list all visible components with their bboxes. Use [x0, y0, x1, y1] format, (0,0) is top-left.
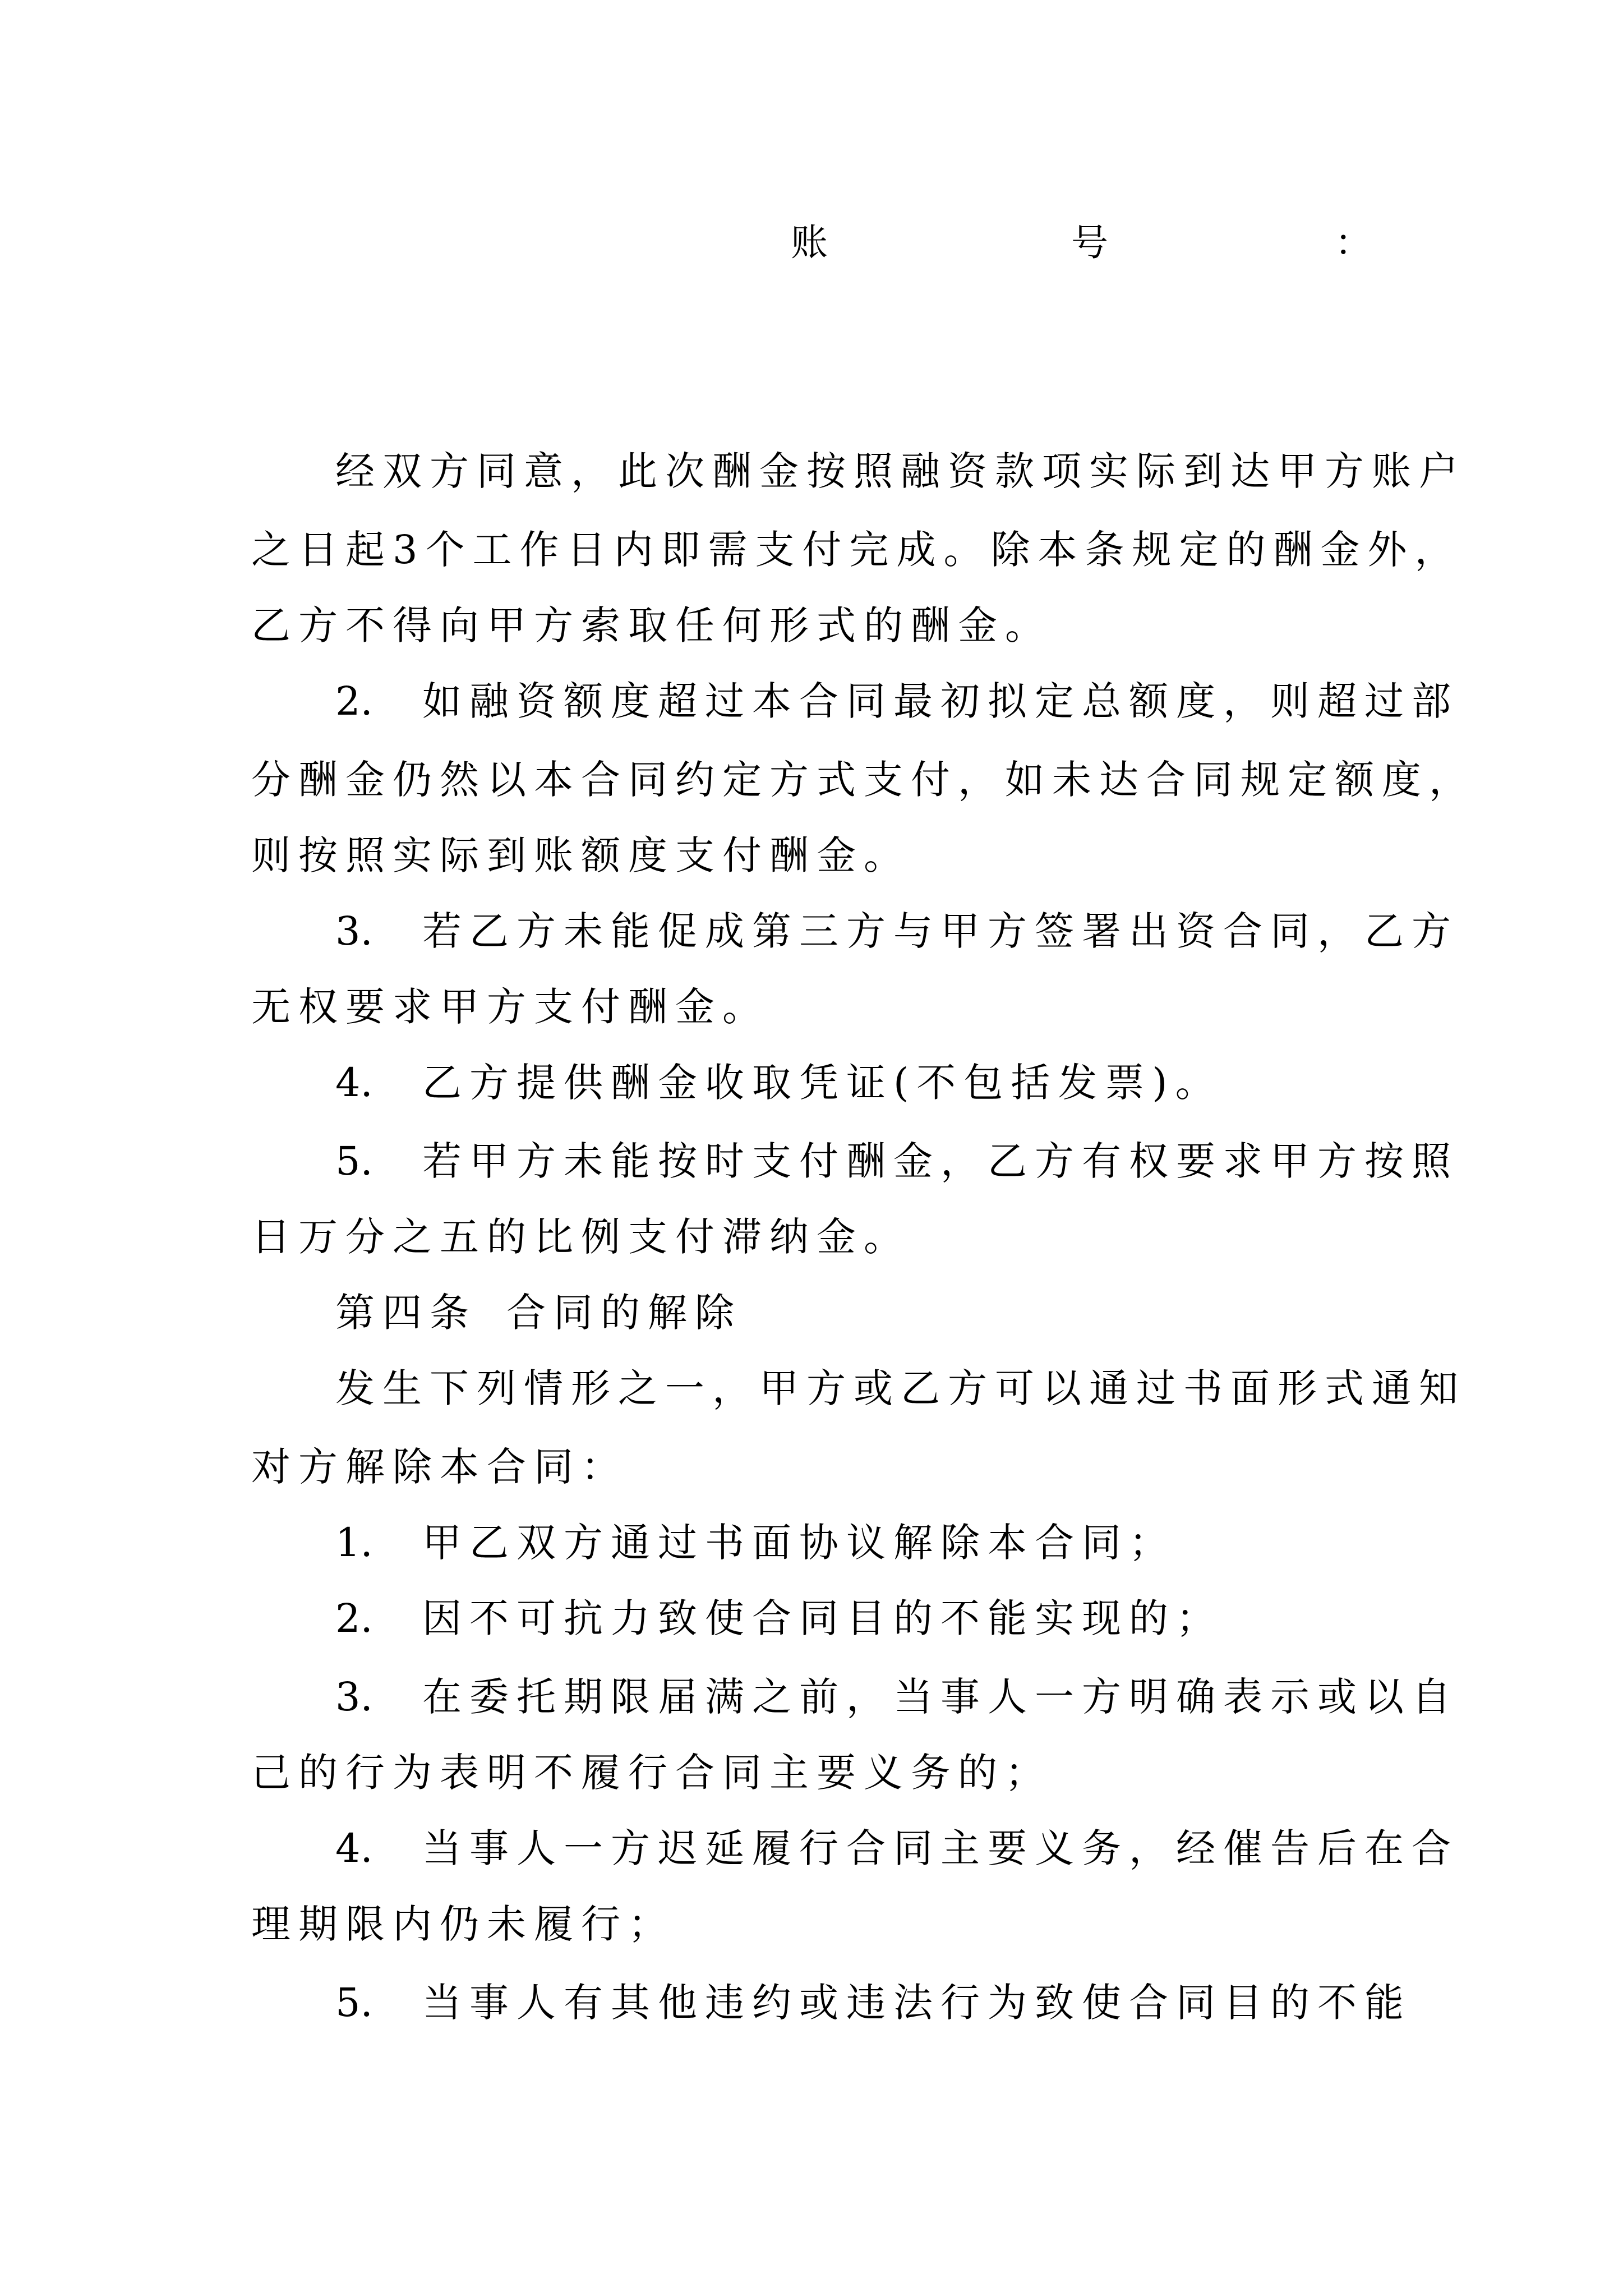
paragraph-line: 己的行为表明不履行合同主要义务的；: [251, 1750, 1052, 1796]
clause-number: 3.: [335, 908, 373, 954]
clause-text: 在委托期限届满之前，当事人一方明确表示或以自: [422, 1674, 1459, 1720]
paragraph-line: 之日起3个工作日内即需支付完成。除本条规定的酬金外，: [251, 527, 1462, 573]
article-title: 合同的解除: [506, 1290, 742, 1336]
paragraph-line: 发生下列情形之一，甲方或乙方可以通过书面形式通知: [335, 1365, 1466, 1411]
account-label-colon: ：: [1335, 221, 1372, 264]
paragraph-line: 对方解除本合同：: [251, 1444, 628, 1490]
clause-number: 1.: [335, 1520, 373, 1566]
termination-item-5: [335, 1975, 1412, 2031]
article-number: 第四条: [335, 1290, 477, 1336]
clause-number: 2.: [335, 1595, 373, 1641]
paragraph-line: 日万分之五的比例支付滞纳金。: [251, 1214, 911, 1260]
account-label-char2: 号: [1071, 221, 1108, 264]
paragraph-line: 理期限内仍未履行；: [251, 1901, 675, 1947]
clause-text: 如融资额度超过本合同最初拟定总额度，则超过部: [422, 678, 1459, 724]
paragraph-line: 经双方同意，此次酬金按照融资款项实际到达甲方账户: [335, 448, 1466, 494]
article-heading: [335, 1285, 742, 1341]
clause-number: 4.: [335, 1060, 373, 1106]
clause-number: 3.: [335, 1674, 373, 1720]
clause-number: 2.: [335, 678, 373, 724]
account-label-char1: 账: [791, 221, 828, 264]
paragraph-line: 乙方不得向甲方索取任何形式的酬金。: [251, 602, 1052, 648]
paragraph-line: 分酬金仍然以本合同约定方式支付，如未达合同规定额度，: [251, 757, 1476, 803]
termination-item-4: [335, 1820, 1459, 1876]
clause-text: 当事人有其他违约或违法行为致使合同目的不能: [422, 1980, 1412, 2026]
clause-item-3: [335, 903, 1459, 959]
paragraph-line: 无权要求甲方支付酬金。: [251, 984, 769, 1030]
clause-text: 若乙方未能促成第三方与甲方签署出资合同，乙方: [422, 908, 1459, 954]
clause-number: 4.: [335, 1825, 373, 1871]
clause-item-2: [335, 673, 1459, 729]
termination-item-2: [335, 1590, 1223, 1646]
clause-text: 乙方提供酬金收取凭证(不包括发票)。: [422, 1060, 1223, 1106]
termination-item-3: [335, 1669, 1459, 1725]
clause-number: 5.: [335, 1138, 373, 1184]
termination-item-1: [335, 1515, 1176, 1571]
clause-item-5: [335, 1133, 1459, 1189]
clause-text: 若甲方未能按时支付酬金，乙方有权要求甲方按照: [422, 1138, 1459, 1184]
clause-number: 5.: [335, 1980, 373, 2026]
clause-text: 因不可抗力致使合同目的不能实现的；: [422, 1595, 1223, 1641]
clause-item-4: [335, 1055, 1223, 1111]
paragraph-line: 则按照实际到账额度支付酬金。: [251, 832, 911, 878]
clause-text: 甲乙双方通过书面协议解除本合同；: [422, 1520, 1176, 1566]
clause-text: 当事人一方迟延履行合同主要义务，经催告后在合: [422, 1825, 1459, 1871]
